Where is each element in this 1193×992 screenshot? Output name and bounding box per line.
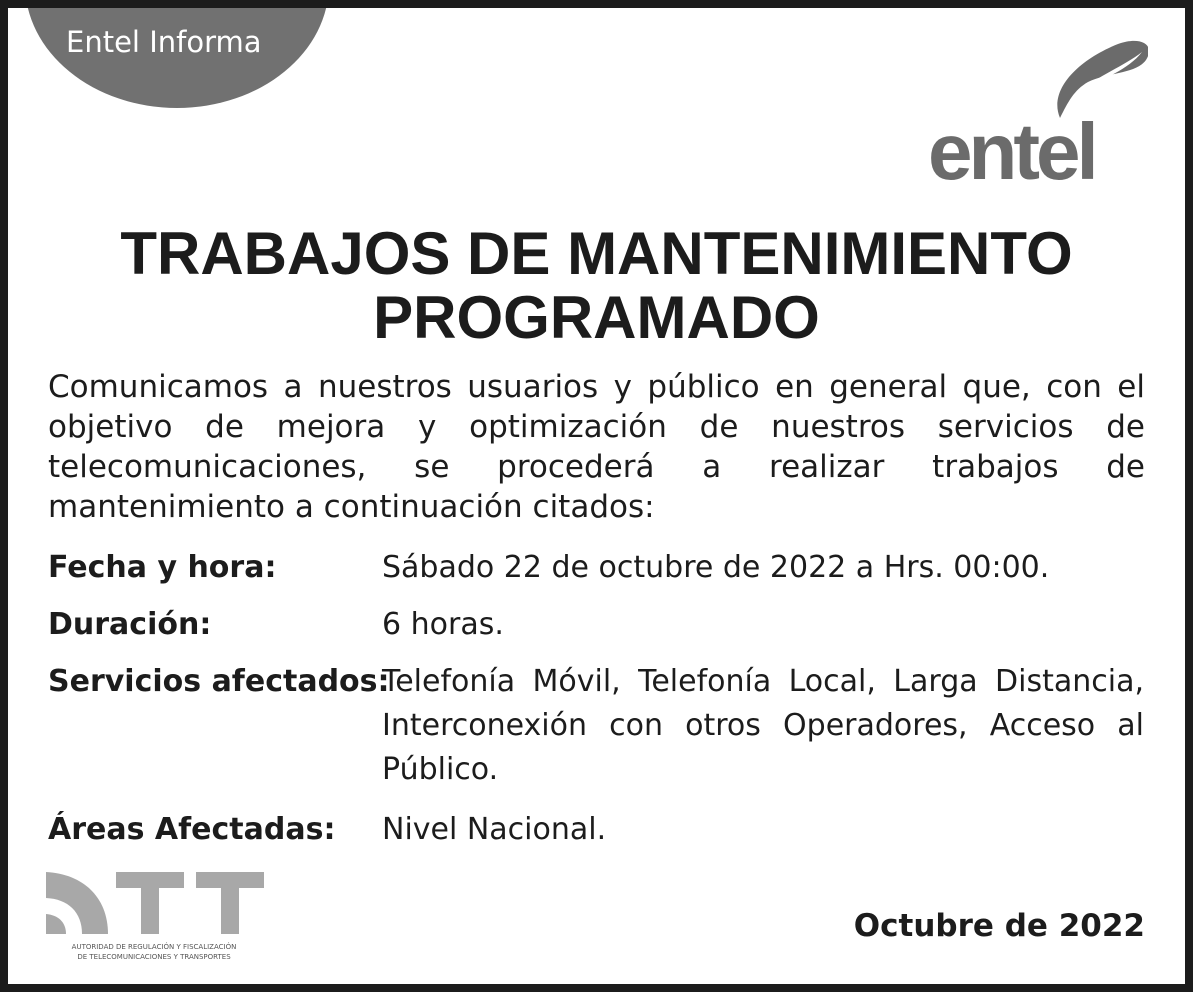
detail-label: Fecha y hora: <box>48 550 277 585</box>
att-caption-line-2: DE TELECOMUNICACIONES Y TRANSPORTES <box>77 953 231 961</box>
intro-paragraph: Comunicamos a nuestros usuarios y público en general que, con el objetivo de mejora y optimización de nuestros servicios de telecomunicaciones, se procederá a realizar trabajos de mantenimiento a continuación citados: <box>48 369 1145 525</box>
detail-value: 6 horas. <box>382 607 504 642</box>
entel-logo <box>928 30 1148 196</box>
att-caption-line-1: AUTORIDAD DE REGULACIÓN Y FISCALIZACIÓN <box>71 943 237 951</box>
detail-label: Áreas Afectadas: <box>48 812 336 847</box>
notice-date: Octubre de 2022 <box>853 908 1145 944</box>
page-title <box>28 222 1165 350</box>
entel-wordmark: entel <box>928 107 1095 196</box>
att-caption <box>44 942 264 962</box>
badge-label: Entel Informa <box>66 25 262 59</box>
title-line-2: PROGRAMADO <box>373 284 820 351</box>
att-logo-mark <box>44 864 264 936</box>
detail-value: Telefonía Móvil, Telefonía Local, Larga Distancia, Interconexión con otros Operadores, Acceso al Público. <box>382 664 1144 787</box>
title-line-1: TRABAJOS DE MANTENIMIENTO <box>120 220 1073 287</box>
detail-value: Sábado 22 de octubre de 2022 a Hrs. 00:00. <box>382 550 1050 585</box>
detail-value: Nivel Nacional. <box>382 812 607 847</box>
detail-label: Servicios afectados: <box>48 664 390 699</box>
detail-label: Duración: <box>48 607 212 642</box>
att-logo <box>44 864 264 966</box>
